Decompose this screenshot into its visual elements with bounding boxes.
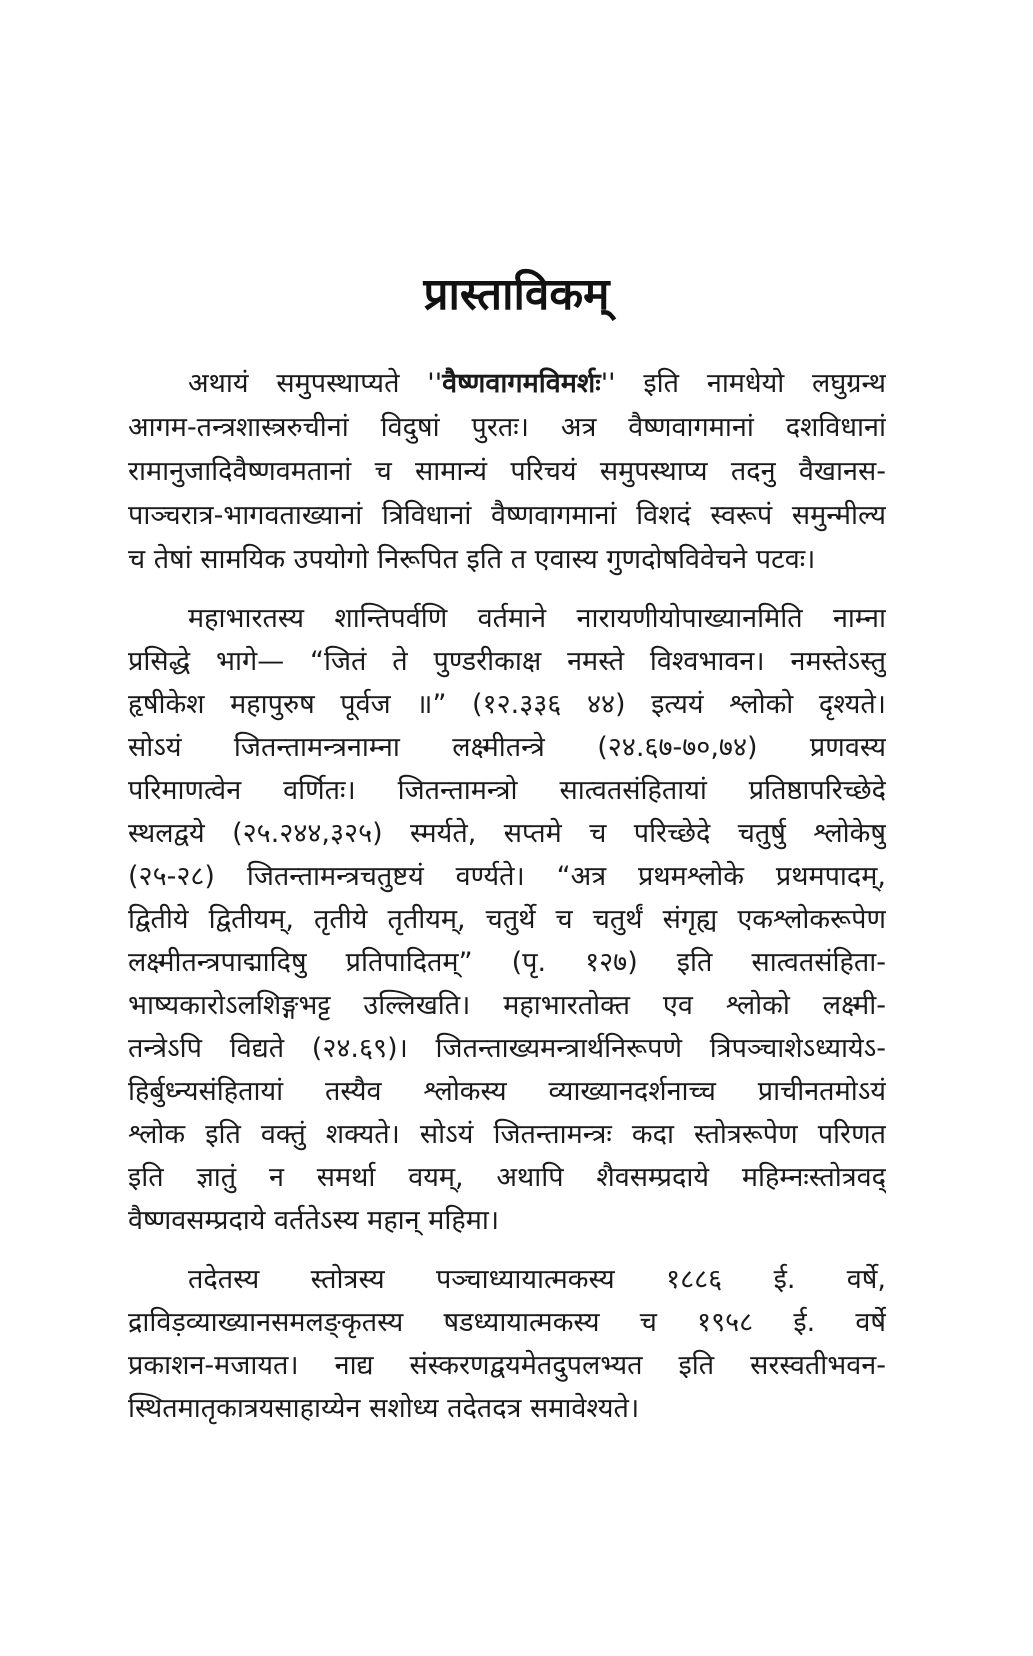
paragraph-line: द्राविड़व्याख्यानसमलङ्कृतस्य षडध्यायात्मकस्य च १९५८ ई. वर्षे xyxy=(128,1307,886,1338)
page-title: प्रास्ताविकम् xyxy=(423,269,610,320)
paragraph-line: द्वितीये द्वितीयम्, तृतीये तृतीयम्, चतुर्थे च चतुर्थं संगृह्य एकश्लोकरूपेण xyxy=(128,904,886,935)
paragraph-line: इति ज्ञातुं न समर्था वयम्, अथापि शैवसम्प्रदाये महिम्नःस्तोत्रवद् xyxy=(128,1162,886,1193)
paragraph-line: हृषीकेश महापुरुष पूर्वज ॥” (१२.३३६ ४४) इत्ययं श्लोको दृश्यते। xyxy=(128,689,886,720)
paragraph-line: परिमाणत्वेन वर्णितः। जितन्तामन्त्रो सात्वतसंहितायां प्रतिष्ठापरिच्छेदे xyxy=(128,775,886,806)
book-title-bold: वैष्णवागमविमर्शः xyxy=(442,368,601,399)
paragraph-line: लक्ष्मीतन्त्रपाद्मादिषु प्रतिपादितम्” (पृ. १२७) इति सात्वतसंहिता- xyxy=(128,947,886,978)
paragraph-line: भाष्यकारोऽलशिङ्गभट्ट उल्लिखति। महाभारतोक्त एव श्लोको लक्ष्मी- xyxy=(128,990,886,1021)
paragraph-3 xyxy=(128,1258,886,1430)
paragraph-line xyxy=(128,362,886,406)
paragraph-line: तदेतस्य स्तोत्रस्य पञ्चाध्यायात्मकस्य १८८६ ई. वर्षे, xyxy=(188,1264,886,1295)
paragraph-line: सोऽयं जितन्तामन्त्रनाम्ना लक्ष्मीतन्त्रे (२४.६७-७०,७४) प्रणवस्य xyxy=(128,732,886,763)
paragraph-line: स्थलद्वये (२५.२४४,३२५) स्मर्यते, सप्तमे च परिच्छेदे चतुर्षु श्लोकेषु xyxy=(128,818,886,849)
paragraph-line: हिर्बुध्न्यसंहितायां तस्यैव श्लोकस्य व्याख्यानदर्शनाच्च प्राचीनतमोऽयं xyxy=(128,1076,886,1107)
paragraph-line: प्रसिद्धे भागे— “जितं ते पुण्डरीकाक्ष नमस्ते विश्वभावन। नमस्तेऽस्तु xyxy=(128,646,886,677)
paragraph-line: आगम-तन्त्रशास्त्ररुचीनां विदुषां पुरतः। अत्र वैष्णवागमानां दशविधानां xyxy=(128,412,886,443)
paragraph-line: च तेषां सामयिक उपयोगो निरूपित इति त एवास्य गुणदोषविवेचने पटवः। xyxy=(128,544,816,575)
text-span: अथायं समुपस्थाप्यते '' xyxy=(188,368,443,399)
text-span: '' इति नामधेयो लघुग्रन्थ xyxy=(600,368,886,399)
paragraph-line: महाभारतस्य शान्तिपर्वणि वर्तमाने नारायणीयोपाख्यानमिति नाम्ना xyxy=(188,603,886,634)
paragraph-line: तन्त्रेऽपि विद्यते (२४.६९)। जितन्ताख्यमन्त्रार्थनिरूपणे त्रिपञ्चाशेऽध्यायेऽ- xyxy=(128,1033,886,1064)
paragraph-line: पाञ्चरात्र-भागवताख्यानां त्रिविधानां वैष्णवागमानां विशदं स्वरूपं समुन्मील्य xyxy=(128,500,886,531)
paragraph-line: रामानुजादिवैष्णवमतानां च सामान्यं परिचयं समुपस्थाप्य तदनु वैखानस- xyxy=(128,456,886,487)
paragraph-line: वैष्णवसम्प्रदाये वर्ततेऽस्य महान् महिमा। xyxy=(128,1205,500,1236)
paragraph-line: (२५-२८) जितन्तामन्त्रचतुष्टयं वर्ण्यते। “अत्र प्रथमश्लोके प्रथमपादम्, xyxy=(128,861,886,892)
paragraph-line: प्रकाशन-मजायत। नाद्य संस्करणद्वयमेतदुपलभ्यत इति सरस्वतीभवन- xyxy=(128,1350,886,1381)
paragraph-2 xyxy=(128,597,886,1242)
paragraph-1 xyxy=(128,362,886,582)
paragraph-line: श्लोक इति वक्तुं शक्यते। सोऽयं जितन्तामन्त्रः कदा स्तोत्ररूपेण परिणत xyxy=(128,1119,886,1150)
paragraph-line: स्थितमातृकात्रयसाहाय्येन सशोध्य तदेतदत्र समावेश्यते। xyxy=(128,1393,640,1424)
